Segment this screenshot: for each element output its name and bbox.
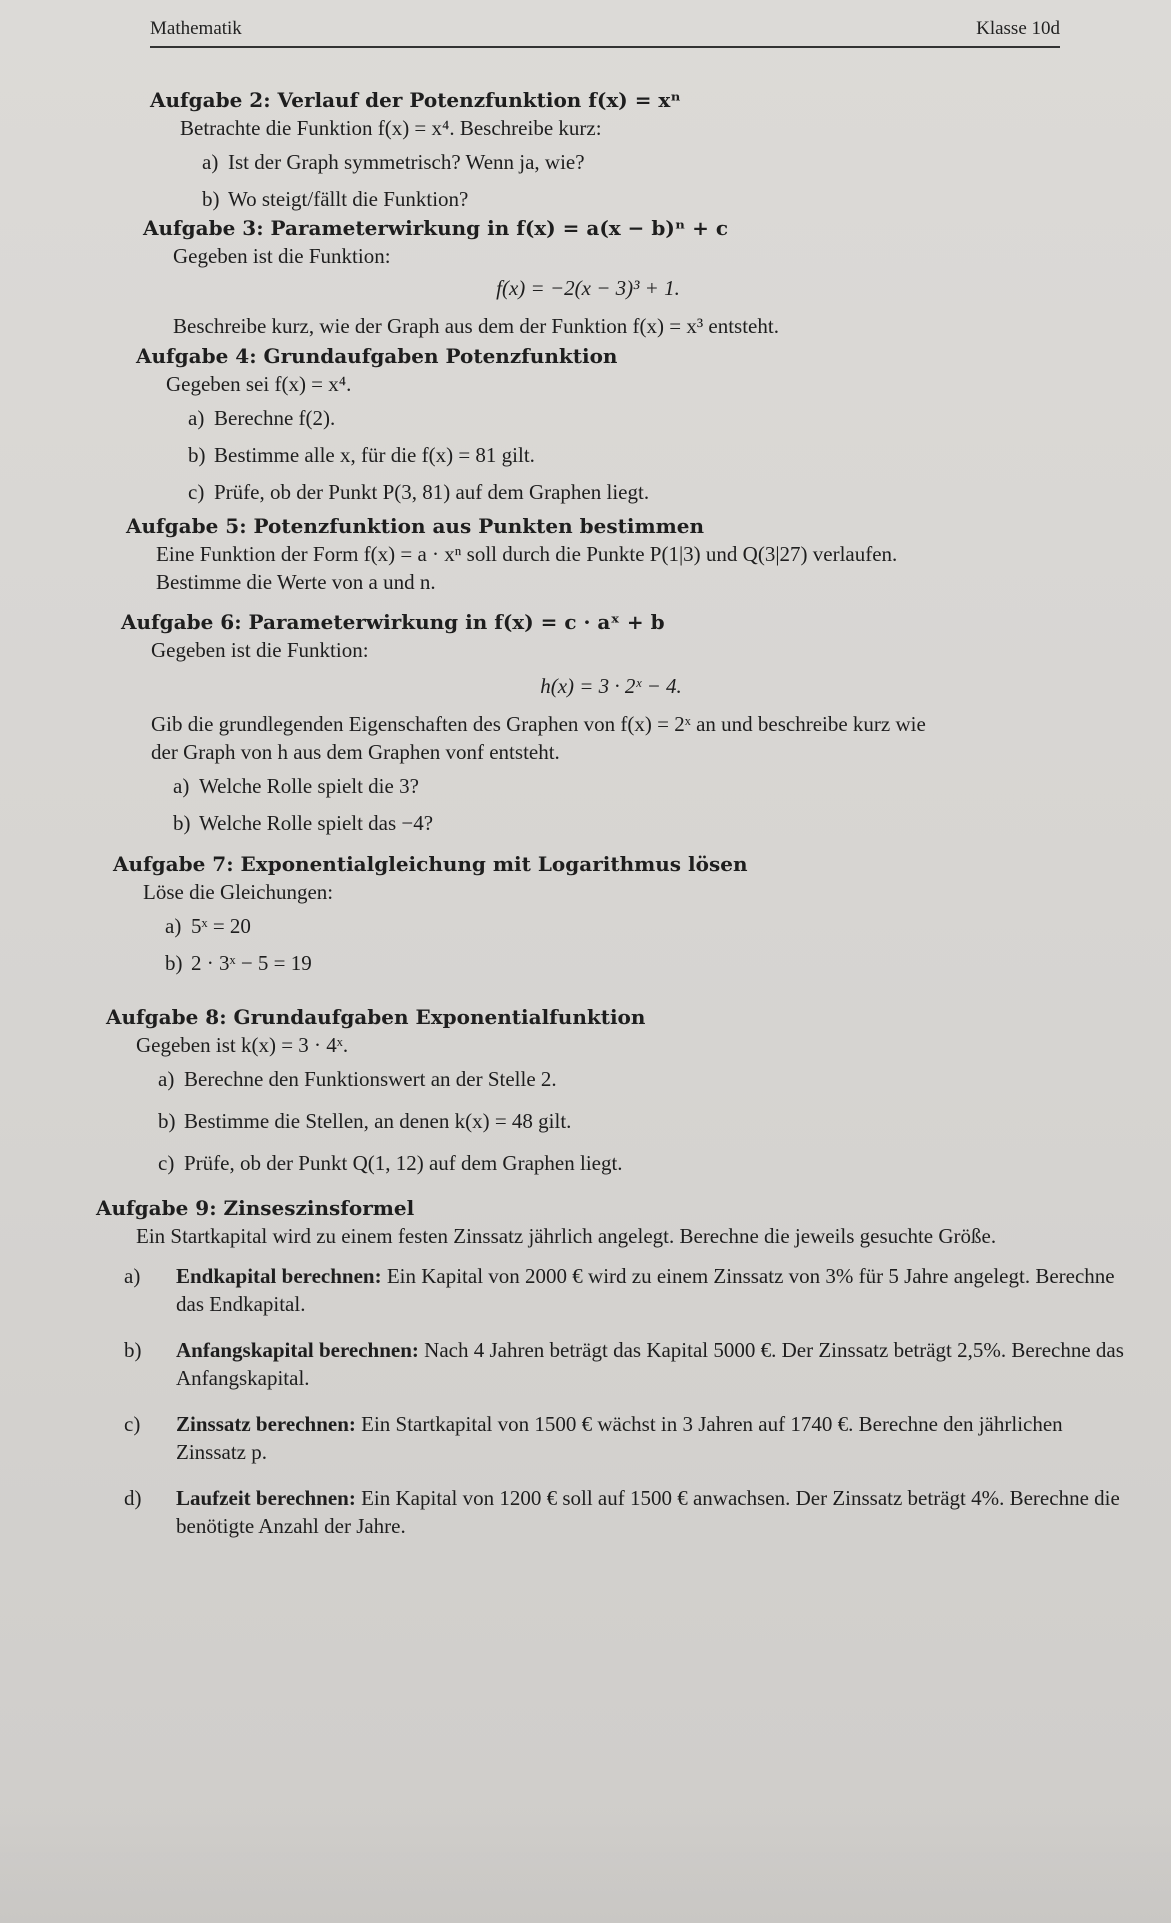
task-5-text-1: Eine Funktion der Form f(x) = a · xⁿ soll durch die Punkte P(1|3) und Q(3|27) verlaufen. [156,542,898,566]
task-2-intro: Betrachte die Funktion f(x) = x⁴. Beschreibe kurz: [180,116,602,140]
task-6-text-1: Gib die grundlegenden Eigenschaften des Graphen von f(x) = 2ˣ an und beschreibe kurz wie [151,712,926,736]
task-2 [150,86,1030,222]
list-item: b) Bestimme die Stellen, an denen k(x) = 48 gilt. [158,1109,572,1133]
task-2-title: Aufgabe 2: Verlauf der Potenzfunktion f(x) = xⁿ [150,88,681,112]
list-item: a) Ist der Graph symmetrisch? Wenn ja, wie? [202,150,585,174]
task-3-intro: Gegeben ist die Funktion: [173,244,391,268]
task-7-list [113,912,1093,977]
list-item: a) Berechne f(2). [188,406,336,430]
task-6 [121,608,1101,846]
task-3 [143,214,1033,340]
task-9-title: Aufgabe 9: Zinseszinsformel [96,1196,415,1220]
list-item: b) Wo steigt/fällt die Funktion? [202,187,469,211]
list-item: c) Prüfe, ob der Punkt Q(1, 12) auf dem Graphen liegt. [158,1151,623,1175]
task-4-title: Aufgabe 4: Grundaufgaben Potenzfunktion [136,344,618,368]
task-7-title: Aufgabe 7: Exponentialgleichung mit Logarithmus lösen [113,852,748,876]
task-3-text: Beschreibe kurz, wie der Graph aus dem der Funktion f(x) = x³ entsteht. [173,314,779,338]
task-9 [96,1194,1136,1549]
list-item: b) Anfangskapital berechnen: Nach 4 Jahren beträgt das Kapital 5000 €. Der Zinssatz beträgt 2,5%. Berechne das Anfangskapital. [124,1338,1124,1390]
task-3-title: Aufgabe 3: Parameterwirkung in f(x) = a(x − b)ⁿ + c [143,216,729,240]
subject-label: Mathematik [150,18,242,39]
task-7-intro: Löse die Gleichungen: [143,880,334,904]
list-item: c) Prüfe, ob der Punkt P(3, 81) auf dem Graphen liegt. [188,480,650,504]
task-2-list [150,148,1030,213]
list-item: a) Welche Rolle spielt die 3? [173,774,419,798]
list-item: c) Zinssatz berechnen: Ein Startkapital von 1500 € wächst in 3 Jahren auf 1740 €. Berechne den jährlichen Zinssatz p. [124,1412,1063,1464]
list-item: a) Endkapital berechnen: Ein Kapital von 2000 € wird zu einem Zinssatz von 3% für 5 Jahre angelegt. Berechne das Endkapital. [124,1264,1115,1316]
list-item: b) Welche Rolle spielt das −4? [173,811,434,835]
task-8-list [106,1065,1086,1177]
task-7 [113,850,1093,986]
list-item: d) Laufzeit berechnen: Ein Kapital von 1200 € soll auf 1500 € anwachsen. Der Zinssatz beträgt 4%. Berechne die benötigte Anzahl der Jahre. [124,1486,1120,1538]
task-9-list [96,1262,1136,1540]
list-item: b) Bestimme alle x, für die f(x) = 81 gilt. [188,443,535,467]
task-8-title: Aufgabe 8: Grundaufgaben Exponentialfunktion [106,1005,646,1029]
task-3-formula: f(x) = −2(x − 3)³ + 1. [496,276,680,300]
task-4 [136,342,1026,515]
task-9-intro: Ein Startkapital wird zu einem festen Zinssatz jährlich angelegt. Berechne die jeweils gesuchte Größe. [136,1224,997,1248]
task-4-intro: Gegeben sei f(x) = x⁴. [166,372,352,396]
task-5-title: Aufgabe 5: Potenzfunktion aus Punkten bestimmen [126,514,705,538]
page-header [150,18,1060,48]
task-8 [106,1003,1086,1186]
list-item: b) 2 · 3ˣ − 5 = 19 [165,951,312,975]
class-label: Klasse 10d [976,18,1060,39]
task-8-intro: Gegeben ist k(x) = 3 · 4ˣ. [136,1033,349,1057]
task-6-text-2: der Graph von h aus dem Graphen vonf entsteht. [151,740,560,764]
task-5 [126,512,1096,596]
task-6-intro: Gegeben ist die Funktion: [151,638,369,662]
task-6-list [121,772,1101,837]
task-4-list [136,404,1026,506]
list-item: a) 5ˣ = 20 [165,914,251,938]
task-5-text-2: Bestimme die Werte von a und n. [156,570,436,594]
task-6-formula: h(x) = 3 · 2ˣ − 4. [540,674,682,698]
list-item: a) Berechne den Funktionswert an der Stelle 2. [158,1067,557,1091]
task-6-title: Aufgabe 6: Parameterwirkung in f(x) = c · aˣ + b [121,610,665,634]
